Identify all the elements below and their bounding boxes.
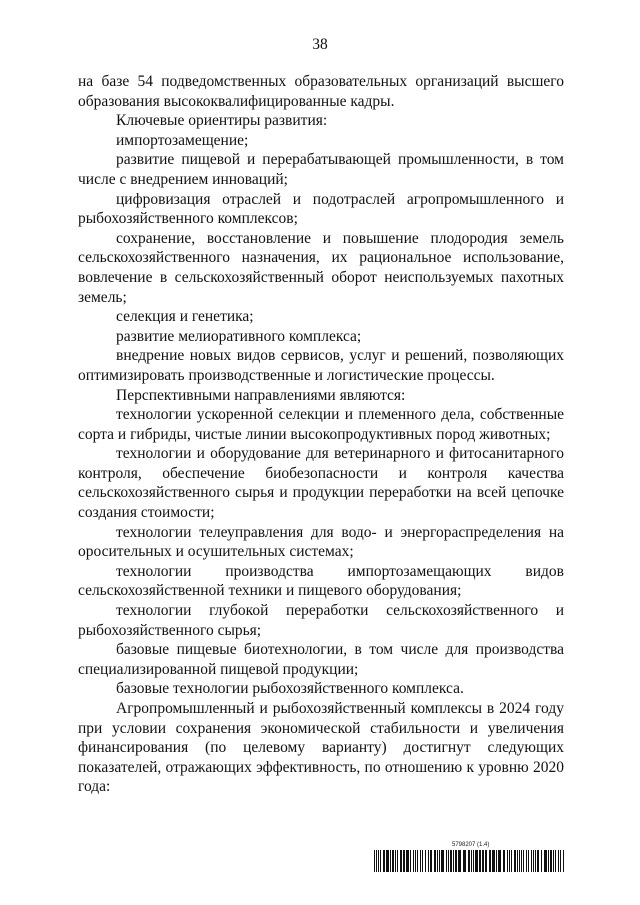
- barcode-bar: [453, 850, 454, 872]
- page-number: 38: [312, 36, 328, 53]
- barcode-bar: [528, 850, 529, 872]
- paragraph: Ключевые ориентиры развития:: [116, 112, 328, 130]
- barcode-bar: [550, 850, 552, 872]
- barcode-bar: [548, 850, 549, 872]
- barcode-bar: [526, 850, 527, 872]
- barcode-bar: [468, 850, 470, 872]
- barcode-bar: [448, 850, 449, 872]
- barcode-bar: [531, 850, 532, 872]
- barcode-bar: [544, 850, 547, 872]
- paragraph: базовые технологии рыбохозяйственного комплекса.: [116, 680, 464, 698]
- barcode-bar: [492, 850, 495, 872]
- barcode-bar: [541, 850, 542, 872]
- barcode-bar: [437, 850, 438, 872]
- barcode-bar: [395, 850, 396, 872]
- paragraph: Агропромышленный и рыбохозяйственный комплексы в 2024 году при условии сохранения экономической стабильности и увеличения финансирования (по целевому варианту) достигнут следующих показателей, отражающих эффективность, по отношению к уровню 2020 года:: [78, 700, 564, 796]
- barcode-bar: [415, 850, 416, 872]
- barcode-bar: [383, 850, 385, 872]
- paragraph: сохранение, восстановление и повышение плодородия земель сельскохозяйственного назначения, их рациональное использование, вовлечение в сельскохозяйственный оборот неиспользуемых пахотных земель;: [78, 229, 564, 306]
- barcode-bar: [374, 850, 375, 872]
- barcode-bar: [425, 850, 426, 872]
- barcode-bar: [479, 850, 481, 872]
- barcode-bar: [397, 850, 398, 872]
- paragraph: технологии производства импортозамещающих видов сельскохозяйственной техники и пищевого оборудования;: [78, 562, 564, 600]
- barcode-bar: [514, 850, 516, 872]
- barcode-bar: [380, 850, 381, 872]
- barcode-label: 5798207 (1.4): [452, 842, 490, 848]
- barcode-bar: [450, 850, 452, 872]
- barcode-bar: [455, 850, 457, 872]
- barcode-bar: [458, 850, 461, 872]
- barcode-bar: [390, 850, 391, 872]
- paragraph: технологии и оборудование для ветеринарного и фитосанитарного контроля, обеспечение биобезопасности и контроля качества сельскохозяйственного сырья и продукции переработки на всей цепочке создания стоимости;: [78, 445, 564, 522]
- barcode-image: [374, 850, 564, 872]
- barcode-bar: [475, 850, 478, 872]
- barcode-bar: [535, 850, 536, 872]
- barcode-bar: [403, 850, 405, 872]
- barcode-bar: [386, 850, 389, 872]
- paragraph: на базе 54 подведомственных образовательных организаций высшего образования высококвалифицированные кадры.: [78, 73, 564, 110]
- barcode-bar: [441, 850, 444, 872]
- barcode-bar: [410, 850, 411, 872]
- barcode-bar: [485, 850, 487, 872]
- barcode-bar: [439, 850, 440, 872]
- barcode-bar: [533, 850, 534, 872]
- barcode-bar: [523, 850, 524, 872]
- barcode-bar: [503, 850, 505, 872]
- barcode-bar: [509, 850, 510, 872]
- barcode-bar: [496, 850, 497, 872]
- barcode-bar: [507, 850, 508, 872]
- barcode-bar: [413, 850, 414, 872]
- barcode-bar: [560, 850, 561, 872]
- barcode-bar: [517, 850, 518, 872]
- barcode-bar: [558, 850, 559, 872]
- barcode-bar: [519, 850, 520, 872]
- barcode-bar: [471, 850, 472, 872]
- paragraph: импортозамещение;: [116, 131, 249, 149]
- body-text: [78, 72, 564, 797]
- barcode-bar: [434, 850, 436, 872]
- barcode-bar: [376, 850, 377, 872]
- barcode-bar: [422, 850, 423, 872]
- barcode-bar: [392, 850, 394, 872]
- paragraph: развитие пищевой и перерабатывающей промышленности, в том числе с внедрением инноваций;: [78, 151, 564, 188]
- barcode-bar: [417, 850, 418, 872]
- barcode-bar: [489, 850, 491, 872]
- barcode-bar: [463, 850, 466, 872]
- barcode-bar: [555, 850, 556, 872]
- barcode-bar: [482, 850, 484, 872]
- paragraph: Перспективными направлениями являются:: [116, 386, 406, 404]
- barcode-bar: [563, 850, 564, 872]
- paragraph: технологии ускоренной селекции и племенного дела, собственные сорта и гибриды, чистые линии высокопродуктивных пород животных;: [78, 406, 564, 443]
- paragraph: базовые пищевые биотехнологии, в том числе для производства специализированной пищевой продукции;: [78, 641, 564, 678]
- barcode-bar: [430, 850, 432, 872]
- barcode-bar: [511, 850, 512, 872]
- barcode-bar: [406, 850, 409, 872]
- barcode-bar: [428, 850, 429, 872]
- barcode-bar: [400, 850, 402, 872]
- barcode-bar: [446, 850, 447, 872]
- paragraph: селекция и генетика;: [116, 308, 254, 326]
- barcode-bar: [521, 850, 522, 872]
- barcode-bar: [473, 850, 474, 872]
- barcode-bar: [537, 850, 539, 872]
- barcode-bar: [378, 850, 379, 872]
- paragraph: цифровизация отраслей и подотраслей агропромышленного и рыбохозяйственного комплексов;: [78, 190, 564, 228]
- paragraph: технологии телеуправления для водо- и энергораспределения на оросительных и осушительных системах;: [78, 523, 564, 561]
- barcode-bar: [553, 850, 554, 872]
- paragraph: технологии глубокой переработки сельскохозяйственного и рыбохозяйственного сырья;: [78, 602, 564, 639]
- paragraph: развитие мелиоративного комплекса;: [116, 327, 362, 345]
- paragraph: внедрение новых видов сервисов, услуг и решений, позволяющих оптимизировать производственные и логистические процессы.: [78, 347, 564, 384]
- barcode-bar: [420, 850, 421, 872]
- barcode-bar: [498, 850, 501, 872]
